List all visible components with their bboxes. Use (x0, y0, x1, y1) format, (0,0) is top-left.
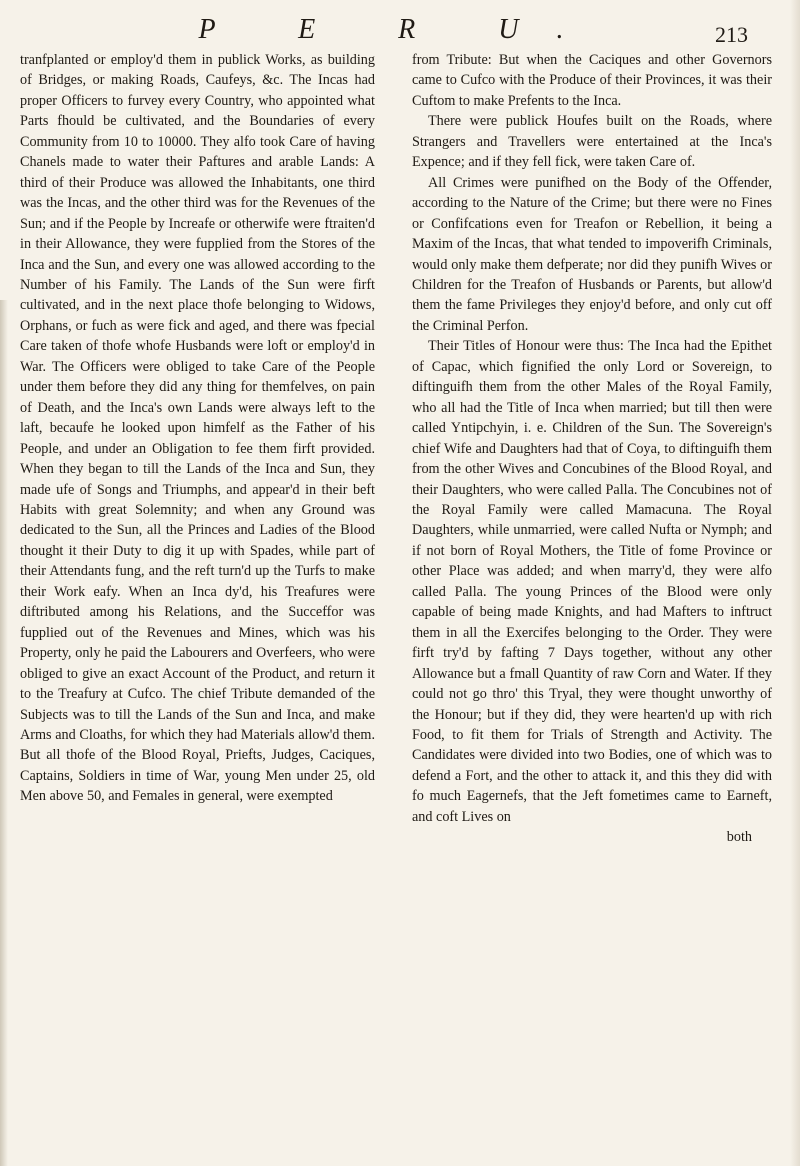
page-header (0, 10, 800, 50)
running-head: P E R U. (198, 14, 602, 45)
page-number: 213 (715, 22, 748, 47)
catchword: both (726, 829, 752, 846)
page-gutter-shadow (0, 300, 8, 1166)
page-edge-shadow (790, 0, 800, 1166)
right-paragraph: Their Titles of Honour were thus: The Inca had the Epithet of Capac, which fignified the only Lord or Sovereign, to diftinguifh them from the other Males of the Royal Family, who all had the Title of Inca when married; but till then were called Yntipchyin, i. e. Children of the Sun. The Sovereign's chief Wife and Daughters had that of Coya, to diftinguifh them from the other Wives and Concubines of the Blood Royal, and their Daughters, who were called Palla. The Concubines not of the Royal Family were called Mamacuna. The Royal Daughters, while unmarried, were called Nufta or Nymph; and if not born of Royal Mothers, the Title of fome Province or other Place was added; and when marry'd, they were alfo called Palla. The young Princes of the Blood were only capable of being made Knights, and had Mafters to inftruct them in all the Exercifes belonging to the Order. They were firft try'd by fafting 7 Days together, without any other Allowance but a fmall Quantity of raw Corn and Water. If they could not go thro' this Tryal, they were thought unworthy of the Honour; but if they did, they were hearten'd up with rich Food, to fit them for Trials of Strength and Activity. The Candidates were divided into two Bodies, one of which was to defend a Fort, and the other to attack it, and this they did with fo much Eagernefs, that the Jeft fometimes came to Earneft, and coft Lives on (412, 338, 772, 825)
right-paragraph: There were publick Houfes built on the Roads, where Strangers and Travellers were entertained at the Inca's Expence; and if they fell fick, were taken Care of. (412, 113, 772, 171)
right-paragraph: from Tribute: But when the Caciques and other Governors came to Cufco with the Produce of their Provinces, it was their Cuftom to make Prefents to the Inca. (412, 52, 772, 109)
left-paragraph: tranfplanted or employ'd them in publick Works, as building of Bridges, or making Roads, Caufeys, &c. The Incas had proper Officers to furvey every Country, who appointed what Parts fhould be cultivated, and the Boundaries of every Community from 10 to 10000. They alfo took Care of having Chanels made to water their Paftures and arable Lands: A third of their Produce was allowed the Inhabitants, one third was the Incas, and the other third was for the Revenues of the Sun; and if the People by Increafe or otherwife were ftraiten'd in their Allowance, they were fupplied from the Stores of the Inca and the Sun, and every one was allowed according to the Number of his Family. The Lands of the Sun were firft cultivated, and in the next place thofe belonging to Widows, Orphans, or fuch as were fick and aged, and there was fpecial Care taken of thofe whofe Husbands were loft or employ'd in War. The Officers were obliged to take Care of the People under them before they did any thing for themfelves, on pain of Death, and the Inca's own Lands were always left to the laft, becaufe he looked upon himfelf as the Father of his People, and under an Obligation to fee them firft provided. When they began to till the Lands of the Inca and Sun, they made ufe of Songs and Triumphs, and appear'd in their beft Habits with great Solemnity; and when any Ground was dedicated to the Sun, all the Princes and Ladies of the Blood thought it their Duty to dig it up with Spades, while part of their Attendants fung, and the reft turn'd up the Turfs to make their Work eafy. When an Inca dy'd, his Treafures were diftributed among his Relations, and the Succeffor was fupplied out of the Revenues and Mines, which was his Property, only he paid the Labourers and Overfeers, who were obliged to give an exact Account of the Product, and return it to the Treafury at Cufco. The chief Tribute demanded of the Subjects was to till the Lands of the Sun and Inca, and make Arms and Cloaths, for which they had Materials allow'd them. But all thofe of the Blood Royal, Priefts, Judges, Caciques, Captains, Soldiers in time of War, young Men under 25, old Men above 50, and Females in general, were exempted (20, 52, 375, 805)
right-paragraph: All Crimes were punifhed on the Body of the Offender, according to the Nature of the Crime; but there were no Fines or Confifcations even for Treafon or Rebellion, it being a Maxim of the Incas, that what tended to impoverifh Criminals, would only make them defperate; nor did they punifh Wives or Children for the Treafon of Husbands or Parents, but allow'd them the fame Privileges they enjoy'd before, and only cut off the Criminal Perfon. (412, 174, 772, 334)
left-column (20, 50, 375, 807)
right-column (412, 50, 772, 848)
